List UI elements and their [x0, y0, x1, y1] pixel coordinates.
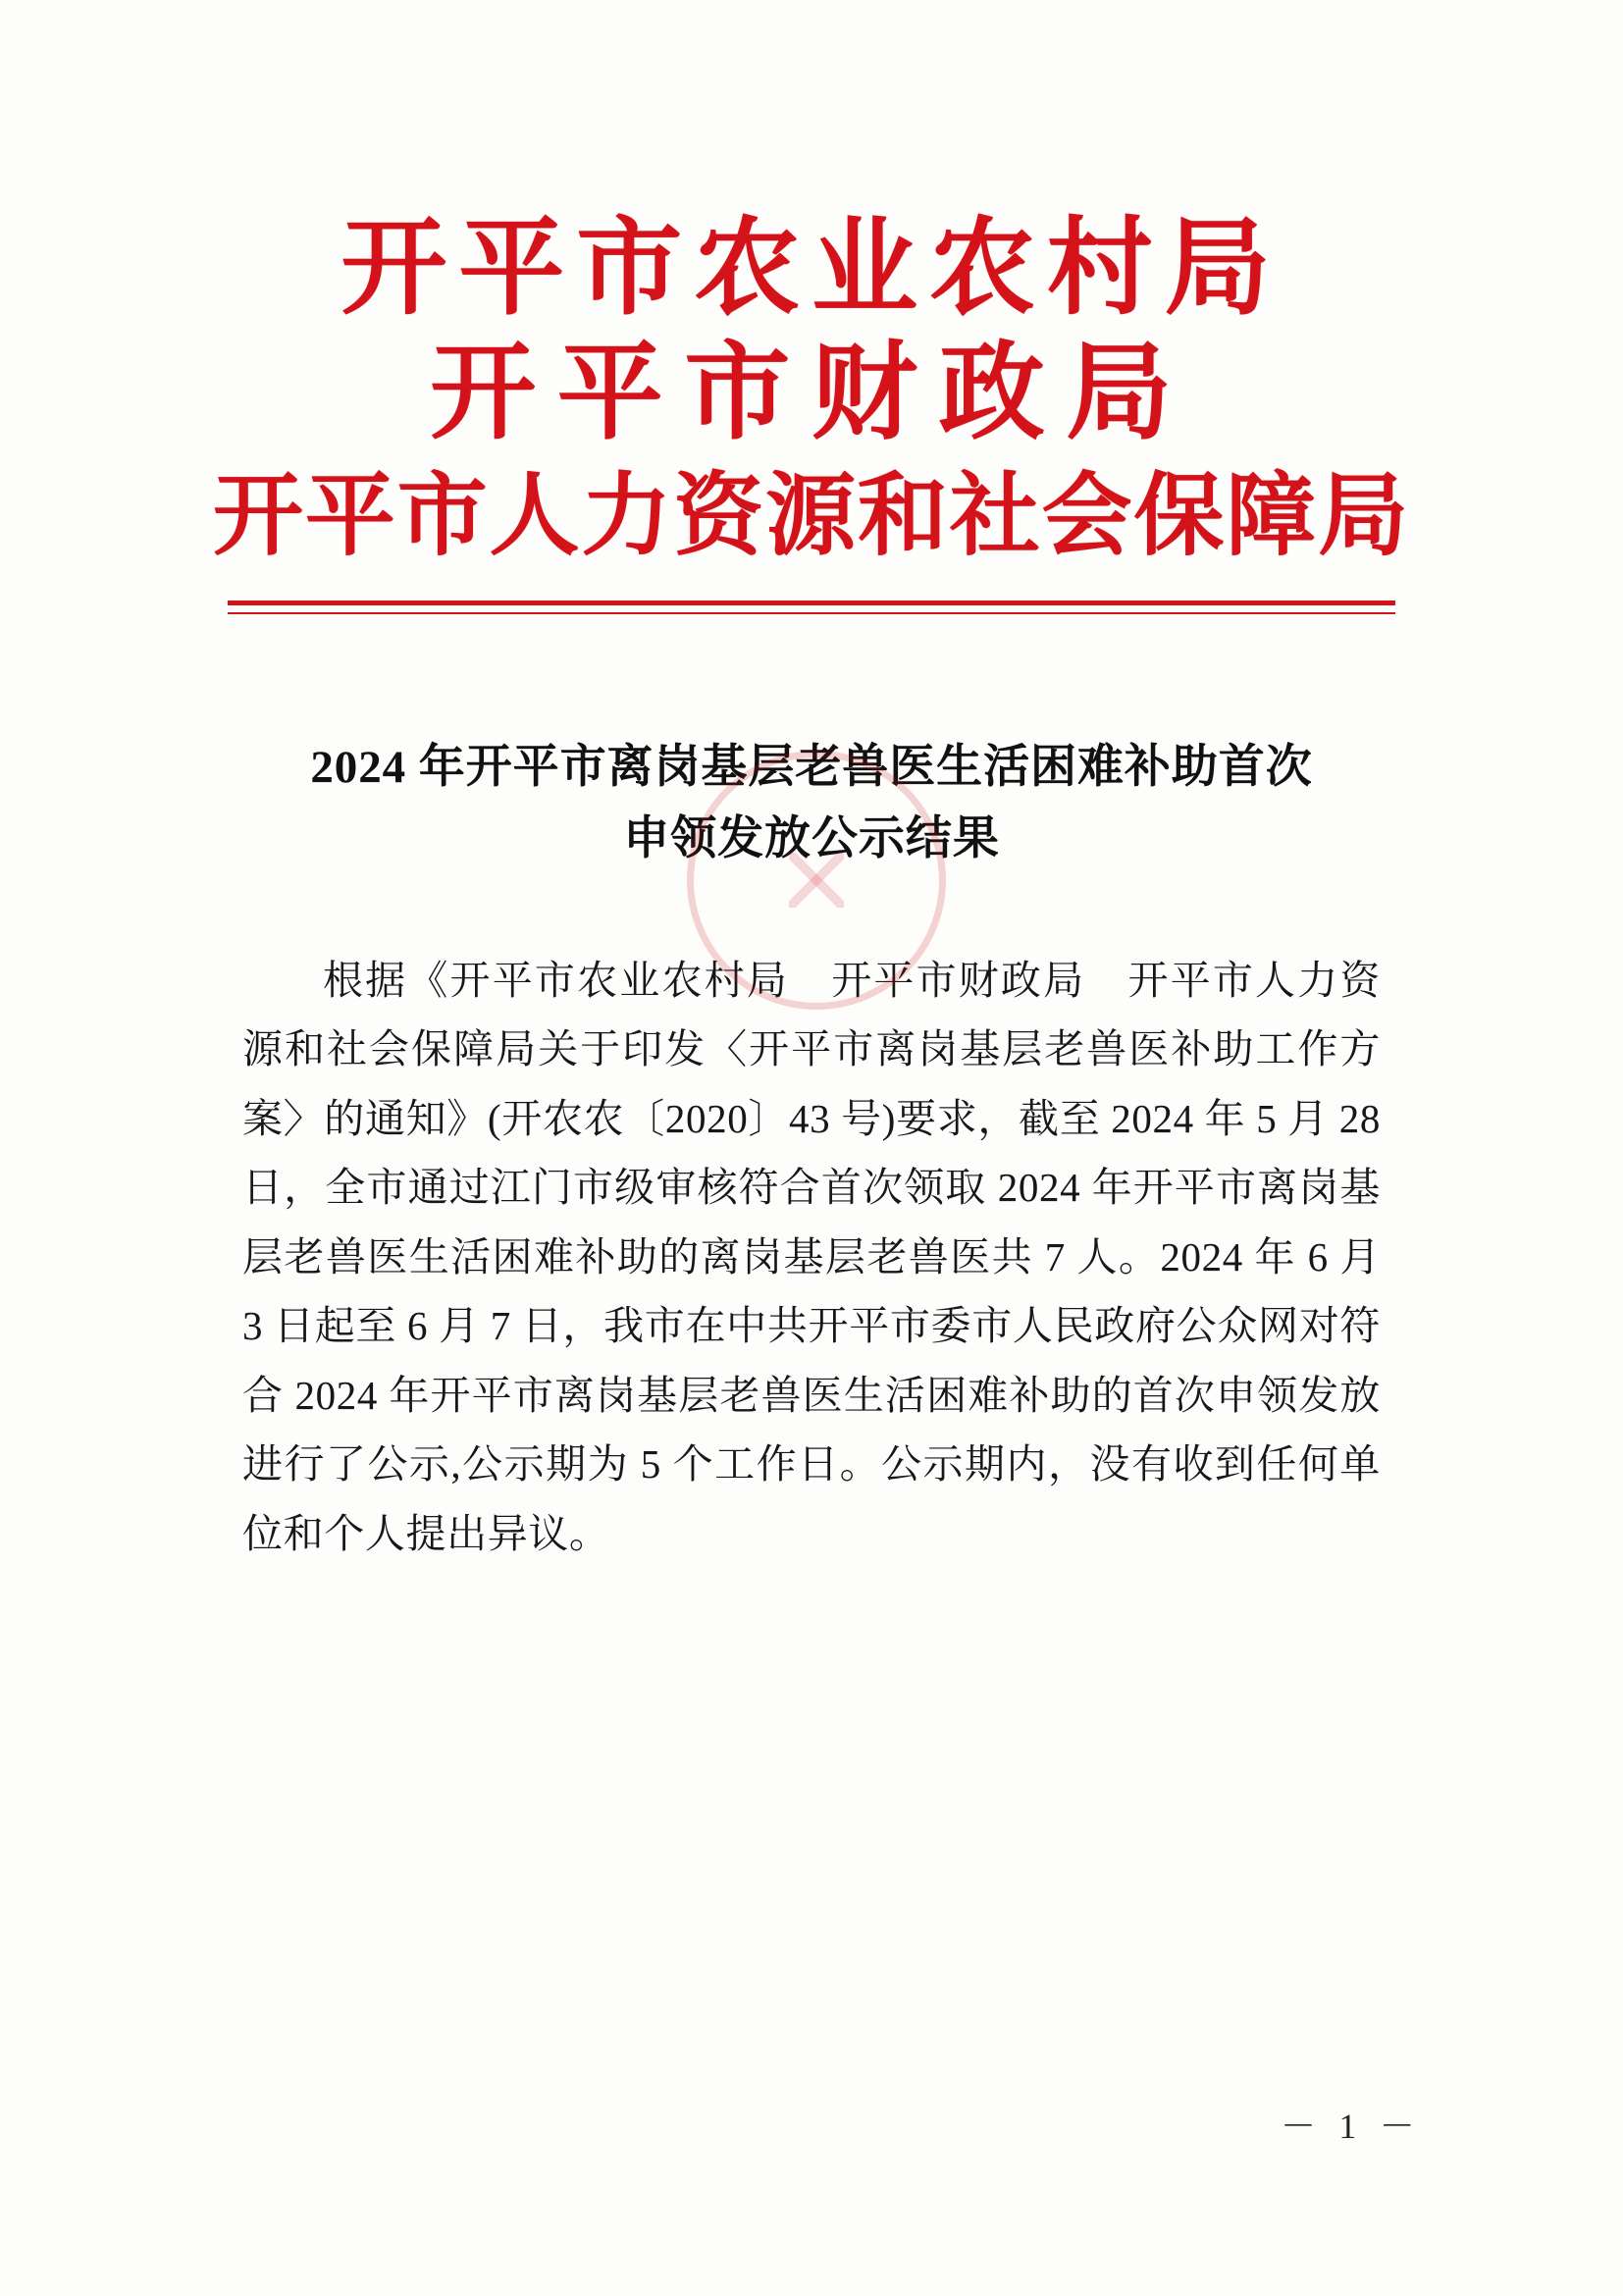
- letterhead-line-finance: 开平市财政局: [430, 335, 1193, 452]
- divider-thin-rule: [228, 612, 1395, 614]
- body-paragraph: 根据《开平市农业农村局 开平市财政局 开平市人力资源和社会保障局关于印发〈开平市离岗基层老兽医补助工作方案〉的通知》(开农农〔2020〕43 号)要求，截至 2024 年 5 月 28 日，全市通过江门市级审核符合首次领取 2024 年开平市离岗基层老兽医生活困难补助的离岗基层老兽医共 7 人。2024 年 6 月 3 日起至 6 月 7 日，我市在中共开平市委市人民政府公众网对符合 2024 年开平市离岗基层老兽医生活困难补助的首次申领发放进行了公示,公示期为 5 个工作日。公示期内，没有收到任何单位和个人提出异议。: [242, 957, 1381, 1556]
- letterhead-divider: [228, 600, 1395, 614]
- page-title: 2024 年开平市离岗基层老兽医生活困难补助首次申领发放公示结果: [310, 741, 1313, 864]
- divider-thick-rule: [228, 600, 1395, 605]
- letterhead-line-agriculture: 开平市农业农村局: [340, 211, 1283, 328]
- document-body: [242, 946, 1381, 1569]
- letterhead-line-human-resources: 开平市人力资源和社会保障局: [213, 465, 1410, 566]
- page-number: － 1 －: [1280, 2107, 1422, 2146]
- letterhead: [0, 0, 1623, 614]
